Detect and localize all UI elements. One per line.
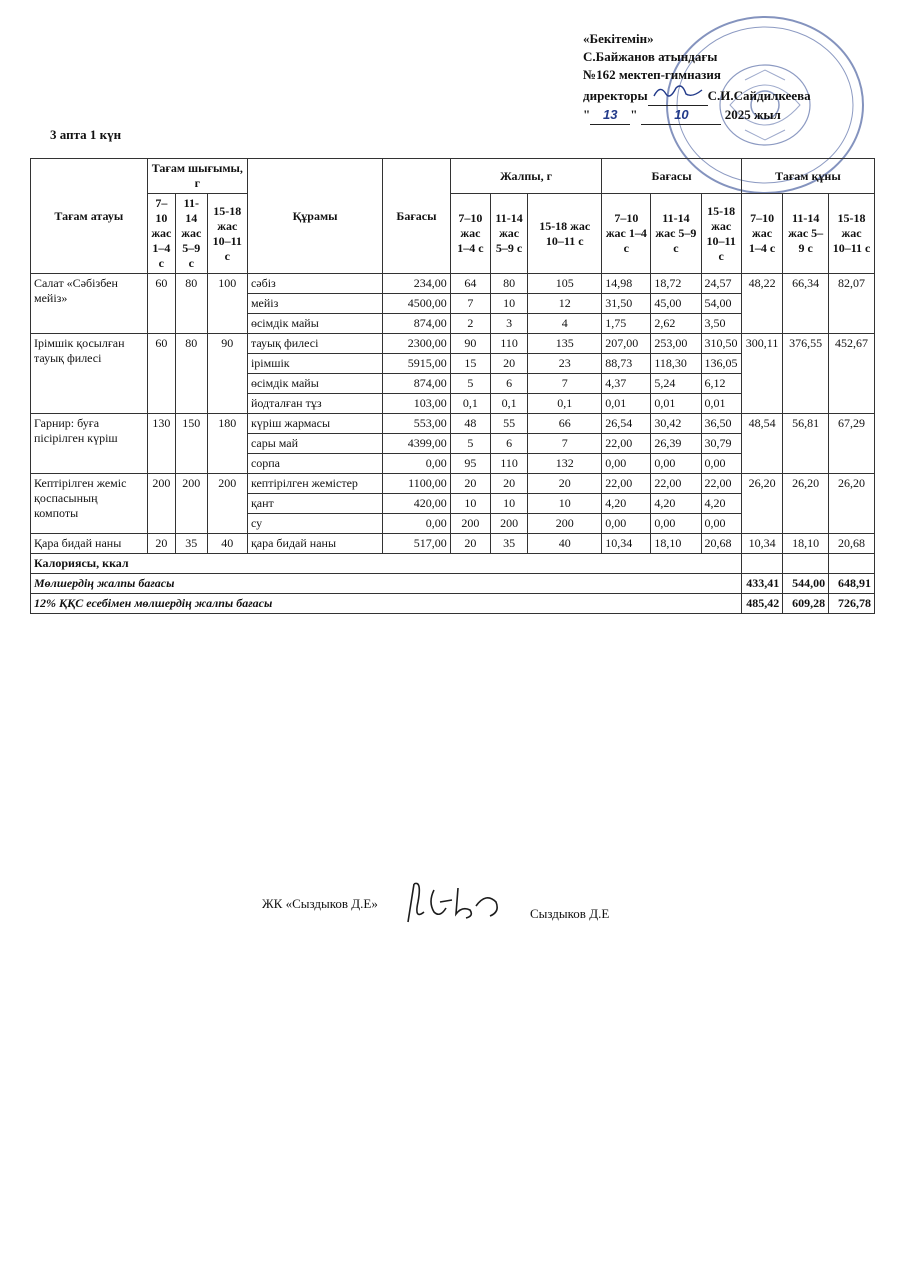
ingredient-price: 0,00: [383, 514, 451, 534]
ingredient-total-age3: 135: [528, 334, 602, 354]
dish-yield-age3: 180: [207, 414, 247, 474]
ingredient-cost-age1: 31,50: [602, 294, 651, 314]
ingredient-total-age1: 5: [450, 374, 490, 394]
approval-year: 2025 жыл: [724, 107, 781, 122]
approval-day: 13: [590, 106, 630, 125]
ingredient-total-age1: 48: [450, 414, 490, 434]
ingredient-price: 2300,00: [383, 334, 451, 354]
dish-cost-age1: 48,22: [741, 274, 782, 334]
dish-yield-age2: 150: [176, 414, 208, 474]
ingredient-cost-age1: 207,00: [602, 334, 651, 354]
ingredient-total-age3: 23: [528, 354, 602, 374]
ingredient-cost-age3: 54,00: [701, 294, 741, 314]
dish-cost-age3: 67,29: [829, 414, 875, 474]
ingredient-cost-age1: 4,37: [602, 374, 651, 394]
ingredient-cost-age3: 6,12: [701, 374, 741, 394]
ingredient-cost-age2: 2,62: [651, 314, 701, 334]
ingredient-cost-age3: 0,00: [701, 514, 741, 534]
ingredient-row: [31, 334, 875, 354]
dish-yield-age2: 35: [176, 534, 208, 554]
ingredient-total-age3: 7: [528, 374, 602, 394]
ingredient-total-age1: 200: [450, 514, 490, 534]
ingredient-total-age3: 20: [528, 474, 602, 494]
dish-yield-age3: 90: [207, 334, 247, 414]
ingredient-cost-age3: 0,01: [701, 394, 741, 414]
ingredient-total-age1: 20: [450, 474, 490, 494]
ingredient-total-age1: 20: [450, 534, 490, 554]
header-total: Жалпы, г: [450, 159, 602, 194]
ingredient-cost-age1: 26,54: [602, 414, 651, 434]
ingredient-cost-age3: 20,68: [701, 534, 741, 554]
dish-cost-age2: 376,55: [783, 334, 829, 414]
supplier-signature: [400, 872, 510, 932]
dish-name: Салат «Сәбізбен мейіз»: [31, 274, 148, 334]
ingredient-price: 1100,00: [383, 474, 451, 494]
ingredient-cost-age2: 18,72: [651, 274, 701, 294]
ingredient-row: [31, 474, 875, 494]
ingredient-name: сорпа: [247, 454, 382, 474]
ingredient-cost-age2: 253,00: [651, 334, 701, 354]
approval-line2: С.Байжанов атындағы: [583, 49, 718, 64]
ingredient-row: [31, 534, 875, 554]
ingredient-total-age2: 3: [491, 314, 528, 334]
calories-age3: [829, 554, 875, 574]
ingredient-cost-age3: 310,50: [701, 334, 741, 354]
calories-age2: [783, 554, 829, 574]
ingredient-total-age2: 6: [491, 434, 528, 454]
ingredient-cost-age1: 14,98: [602, 274, 651, 294]
header-price: Бағасы: [383, 159, 451, 274]
ingredient-total-age3: 132: [528, 454, 602, 474]
ingredient-cost-age1: 0,01: [602, 394, 651, 414]
dish-cost-age3: 26,20: [829, 474, 875, 534]
ingredient-name: сәбіз: [247, 274, 382, 294]
dish-cost-age1: 26,20: [741, 474, 782, 534]
ingredient-cost-age1: 10,34: [602, 534, 651, 554]
ingredient-total-age3: 66: [528, 414, 602, 434]
ingredient-cost-age2: 5,24: [651, 374, 701, 394]
ingredient-total-age1: 15: [450, 354, 490, 374]
ingredient-cost-age3: 0,00: [701, 454, 741, 474]
approval-director: [583, 84, 883, 106]
ingredient-price: 0,00: [383, 454, 451, 474]
header-cost-age3: 15-18 жас 10–11 с: [829, 194, 875, 274]
ingredient-total-age3: 0,1: [528, 394, 602, 414]
header-age3: 15-18 жас 10–11 с: [207, 194, 247, 274]
ingredient-row: [31, 274, 875, 294]
ingredient-cost-age3: 4,20: [701, 494, 741, 514]
ingredient-name: кептірілген жемістер: [247, 474, 382, 494]
header-total-age3: 15-18 жас 10–11 с: [528, 194, 602, 274]
ingredient-total-age2: 55: [491, 414, 528, 434]
ingredient-cost-age3: 3,50: [701, 314, 741, 334]
ingredient-name: қара бидай наны: [247, 534, 382, 554]
ingredient-cost-age3: 36,50: [701, 414, 741, 434]
dish-name: Кептірілген жеміс қоспасының компоты: [31, 474, 148, 534]
dish-cost-age2: 26,20: [783, 474, 829, 534]
ingredient-name: қант: [247, 494, 382, 514]
ingredient-cost-age2: 0,00: [651, 514, 701, 534]
vat-cost-age3: 726,78: [829, 594, 875, 614]
header-cost-age2: 11-14 жас 5–9 с: [783, 194, 829, 274]
ingredient-total-age2: 10: [491, 494, 528, 514]
ingredient-total-age3: 10: [528, 494, 602, 514]
dish-cost-age1: 300,11: [741, 334, 782, 414]
ingredient-cost-age2: 22,00: [651, 474, 701, 494]
ingredient-cost-age2: 0,00: [651, 454, 701, 474]
ingredient-price: 234,00: [383, 274, 451, 294]
dish-name: Ірімшік қосылған тауық филесі: [31, 334, 148, 414]
director-signature-blank: [648, 84, 708, 106]
dish-name: Қара бидай наны: [31, 534, 148, 554]
ingredient-name: сары май: [247, 434, 382, 454]
ingredient-cost-age2: 118,30: [651, 354, 701, 374]
ingredient-cost-age1: 1,75: [602, 314, 651, 334]
ingredient-total-age1: 5: [450, 434, 490, 454]
dish-name: Гарнир: буға пісірілген күріш: [31, 414, 148, 474]
header-cost-age1: 7–10 жас 1–4 с: [741, 194, 782, 274]
ingredient-name: мейіз: [247, 294, 382, 314]
date-open-quote: ": [583, 107, 591, 122]
ingredient-total-age2: 35: [491, 534, 528, 554]
ingredient-cost-age1: 0,00: [602, 454, 651, 474]
dish-cost-age1: 48,54: [741, 414, 782, 474]
ingredient-total-age2: 110: [491, 334, 528, 354]
ingredient-total-age1: 64: [450, 274, 490, 294]
calories-label: Калориясы, ккал: [31, 554, 742, 574]
ingredient-total-age3: 40: [528, 534, 602, 554]
total-cost-label: Мөлшердің жалпы бағасы: [31, 574, 742, 594]
ingredient-total-age2: 20: [491, 354, 528, 374]
header-age1: 7–10 жас 1–4 с: [147, 194, 175, 274]
header-dish-name: Тағам атауы: [31, 159, 148, 274]
ingredient-total-age1: 90: [450, 334, 490, 354]
ingredient-name: йодталған тұз: [247, 394, 382, 414]
header-price-age3: 15-18 жас 10–11 с: [701, 194, 741, 274]
total-cost-age1: 433,41: [741, 574, 782, 594]
ingredient-total-age2: 80: [491, 274, 528, 294]
ingredient-name: ірімшік: [247, 354, 382, 374]
dish-cost-age2: 56,81: [783, 414, 829, 474]
ingredient-cost-age3: 24,57: [701, 274, 741, 294]
dish-cost-age2: 66,34: [783, 274, 829, 334]
approval-month: 10: [641, 106, 721, 125]
dish-yield-age1: 60: [147, 334, 175, 414]
ingredient-price: 874,00: [383, 374, 451, 394]
header-price-age1: 7–10 жас 1–4 с: [602, 194, 651, 274]
ingredient-cost-age1: 4,20: [602, 494, 651, 514]
ingredient-total-age3: 200: [528, 514, 602, 534]
ingredient-total-age1: 7: [450, 294, 490, 314]
ingredient-cost-age3: 22,00: [701, 474, 741, 494]
ingredient-price: 420,00: [383, 494, 451, 514]
dish-yield-age3: 200: [207, 474, 247, 534]
ingredient-name: өсімдік майы: [247, 374, 382, 394]
week-title: 3 апта 1 күн: [50, 127, 122, 142]
ingredient-total-age2: 0,1: [491, 394, 528, 414]
ingredient-price: 517,00: [383, 534, 451, 554]
header-yield: Тағам шығымы, г: [147, 159, 247, 194]
ingredient-price: 4399,00: [383, 434, 451, 454]
ingredient-cost-age2: 45,00: [651, 294, 701, 314]
header-age2: 11-14 жас 5–9 с: [176, 194, 208, 274]
date-close-quote: ": [630, 107, 638, 122]
ingredient-total-age2: 110: [491, 454, 528, 474]
vat-cost-age2: 609,28: [783, 594, 829, 614]
ingredient-price: 874,00: [383, 314, 451, 334]
approval-block: [583, 30, 883, 125]
ingredient-total-age1: 2: [450, 314, 490, 334]
ingredient-total-age1: 95: [450, 454, 490, 474]
ingredient-price: 4500,00: [383, 294, 451, 314]
signer-name: Сыздыков Д.Е: [530, 906, 610, 921]
director-name: С.И.Сайдилкеева: [707, 88, 811, 103]
ingredient-total-age3: 105: [528, 274, 602, 294]
ingredient-name: су: [247, 514, 382, 534]
header-total-age1: 7–10 жас 1–4 с: [450, 194, 490, 274]
dish-yield-age2: 80: [176, 334, 208, 414]
director-signature: [650, 84, 706, 100]
header-price-group: Бағасы: [602, 159, 742, 194]
ingredient-total-age2: 20: [491, 474, 528, 494]
ingredient-cost-age2: 26,39: [651, 434, 701, 454]
total-cost-age3: 648,91: [829, 574, 875, 594]
ingredient-total-age1: 0,1: [450, 394, 490, 414]
vat-cost-label: 12% ҚҚС есебімен мөлшердің жалпы бағасы: [31, 594, 742, 614]
ingredient-name: өсімдік майы: [247, 314, 382, 334]
ingredient-cost-age1: 88,73: [602, 354, 651, 374]
dish-cost-age3: 20,68: [829, 534, 875, 554]
ingredient-name: күріш жармасы: [247, 414, 382, 434]
ingredient-total-age2: 6: [491, 374, 528, 394]
dish-yield-age3: 100: [207, 274, 247, 334]
director-label: директоры: [583, 88, 648, 103]
calories-age1: [741, 554, 782, 574]
ingredient-total-age1: 10: [450, 494, 490, 514]
ingredient-total-age3: 7: [528, 434, 602, 454]
ingredient-cost-age1: 22,00: [602, 474, 651, 494]
ingredient-cost-age2: 18,10: [651, 534, 701, 554]
ingredient-cost-age2: 0,01: [651, 394, 701, 414]
dish-cost-age3: 452,67: [829, 334, 875, 414]
header-total-age2: 11-14 жас 5–9 с: [491, 194, 528, 274]
dish-cost-age3: 82,07: [829, 274, 875, 334]
ingredient-row: [31, 414, 875, 434]
ingredient-total-age3: 4: [528, 314, 602, 334]
ingredient-price: 103,00: [383, 394, 451, 414]
ingredient-cost-age1: 0,00: [602, 514, 651, 534]
ingredient-cost-age3: 136,05: [701, 354, 741, 374]
ingredient-cost-age1: 22,00: [602, 434, 651, 454]
ingredient-total-age3: 12: [528, 294, 602, 314]
approval-date: [583, 106, 883, 125]
dish-yield-age1: 130: [147, 414, 175, 474]
dish-cost-age2: 18,10: [783, 534, 829, 554]
ingredient-total-age2: 200: [491, 514, 528, 534]
approval-line1: «Бекітемін»: [583, 31, 654, 46]
dish-yield-age1: 20: [147, 534, 175, 554]
dish-yield-age1: 200: [147, 474, 175, 534]
dish-yield-age2: 200: [176, 474, 208, 534]
ingredient-cost-age2: 30,42: [651, 414, 701, 434]
supplier-label: ЖК «Сыздыков Д.Е»: [262, 896, 378, 911]
vat-cost-age1: 485,42: [741, 594, 782, 614]
ingredient-total-age2: 10: [491, 294, 528, 314]
approval-line3: №162 мектеп-гимназия: [583, 67, 721, 82]
total-cost-age2: 544,00: [783, 574, 829, 594]
dish-cost-age1: 10,34: [741, 534, 782, 554]
dish-yield-age2: 80: [176, 274, 208, 334]
ingredient-price: 5915,00: [383, 354, 451, 374]
ingredient-cost-age2: 4,20: [651, 494, 701, 514]
header-composition: Құрамы: [247, 159, 382, 274]
ingredient-cost-age3: 30,79: [701, 434, 741, 454]
ingredient-price: 553,00: [383, 414, 451, 434]
menu-table: [30, 158, 875, 614]
header-price-age2: 11-14 жас 5–9 с: [651, 194, 701, 274]
header-dish-price: Тағам құны: [741, 159, 874, 194]
dish-yield-age1: 60: [147, 274, 175, 334]
ingredient-name: тауық филесі: [247, 334, 382, 354]
dish-yield-age3: 40: [207, 534, 247, 554]
